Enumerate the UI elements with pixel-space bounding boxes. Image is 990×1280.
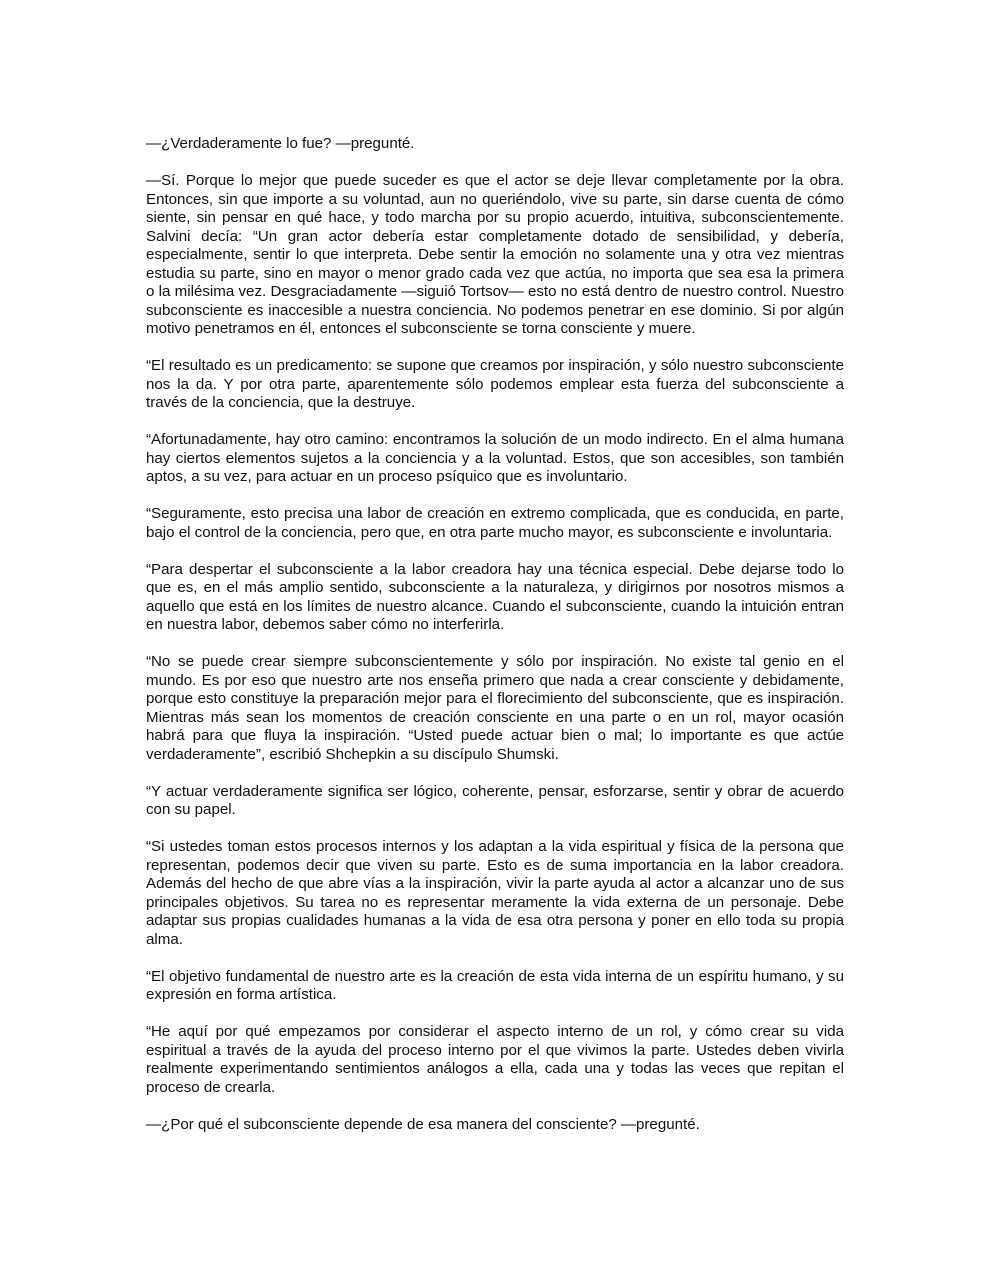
paragraph-7: “No se puede crear siempre subconscientemente y sólo por inspiración. No existe tal genio en el mundo. Es por eso que nuestro arte nos enseña primero que nada a crear consciente y debidamente, porque esto constituye la preparación mejor para el florecimiento del subconsciente, que es inspiración. Mientras más sean los momentos de creación consciente en una parte o en un rol, mayor ocasión habrá para que fluya la inspiración. “Usted puede actuar bien o mal; lo importante es que actúe verdaderamente”, escribió Shchepkin a su discípulo Shumski. <box>146 653 844 763</box>
paragraph-5: “Seguramente, esto precisa una labor de creación en extremo complicada, que es conducida, en parte, bajo el control de la conciencia, pero que, en otra parte mucho mayor, es subconsciente e involuntaria. <box>146 505 844 541</box>
paragraph-3: “El resultado es un predicamento: se supone que creamos por inspiración, y sólo nuestro subconsciente nos la da. Y por otra parte, aparentemente sólo podemos emplear esta fuerza del subconsciente a través de la conciencia, que la destruye. <box>146 357 844 411</box>
paragraph-12: —¿Por qué el subconsciente depende de esa manera del consciente? —pregunté. <box>146 1115 700 1133</box>
paragraph-4: “Afortunadamente, hay otro camino: encontramos la solución de un modo indirecto. En el alma humana hay ciertos elementos sujetos a la conciencia y a la voluntad. Estos, que son accesibles, son también aptos, a su vez, para actuar en un proceso psíquico que es involuntario. <box>146 431 844 485</box>
paragraph-11: “He aquí por qué empezamos por considerar el aspecto interno de un rol, y cómo crear su vida espiritual a través de la ayuda del proceso interno por el que vivimos la parte. Ustedes deben vivirla realmente experimentando sentimientos análogos a ella, cada una y todas las veces que repitan el proceso de crearla. <box>146 1023 844 1096</box>
document-page <box>146 135 844 1134</box>
paragraph-9: “Si ustedes toman estos procesos internos y los adaptan a la vida espiritual y física de la persona que representan, podemos decir que viven su parte. Esto es de suma importancia en la labor creadora. Además del hecho de que abre vías a la inspiración, vivir la parte ayuda al actor a alcanzar uno de sus principales objetivos. Su tarea no es representar meramente la vida externa de un personaje. Debe adaptar sus propias cualidades humanas a la vida de esa otra persona y poner en ello toda su propia alma. <box>146 838 844 948</box>
paragraph-8: “Y actuar verdaderamente significa ser lógico, coherente, pensar, esforzarse, sentir y obrar de acuerdo con su papel. <box>146 782 844 818</box>
paragraph-6: “Para despertar el subconsciente a la labor creadora hay una técnica especial. Debe dejarse todo lo que es, en el más amplio sentido, subconsciente a la naturaleza, y dirigirnos por nosotros mismos a aquello que está en los límites de nuestro alcance. Cuando el subconsciente, cuando la intuición entran en nuestra labor, debemos saber cómo no interferirla. <box>146 560 844 633</box>
paragraph-10: “El objetivo fundamental de nuestro arte es la creación de esta vida interna de un espíritu humano, y su expresión en forma artística. <box>146 967 844 1003</box>
paragraph-2: —Sí. Porque lo mejor que puede suceder es que el actor se deje llevar completamente por la obra. Entonces, sin que importe a su voluntad, aun no queriéndolo, vive su parte, sin darse cuenta de cómo siente, sin pensar en qué hace, y todo marcha por su propio acuerdo, intuitiva, subconscientemente. Salvini decía: “Un gran actor debería estar completamente dotado de sensibilidad, y debería, especialmente, sentir lo que interpreta. Debe sentir la emoción no solamente una y otra vez mientras estudia su parte, sino en mayor o menor grado cada vez que actúa, no importa que sea esa la primera o la milésima vez. Desgraciadamente —siguió Tortsov— esto no está dentro de nuestro control. Nuestro subconsciente es inaccesible a nuestra conciencia. No podemos penetrar en ese dominio. Si por algún motivo penetramos en él, entonces el subconsciente se torna consciente y muere. <box>146 172 844 337</box>
paragraph-1: —¿Verdaderamente lo fue? —pregunté. <box>146 135 415 152</box>
